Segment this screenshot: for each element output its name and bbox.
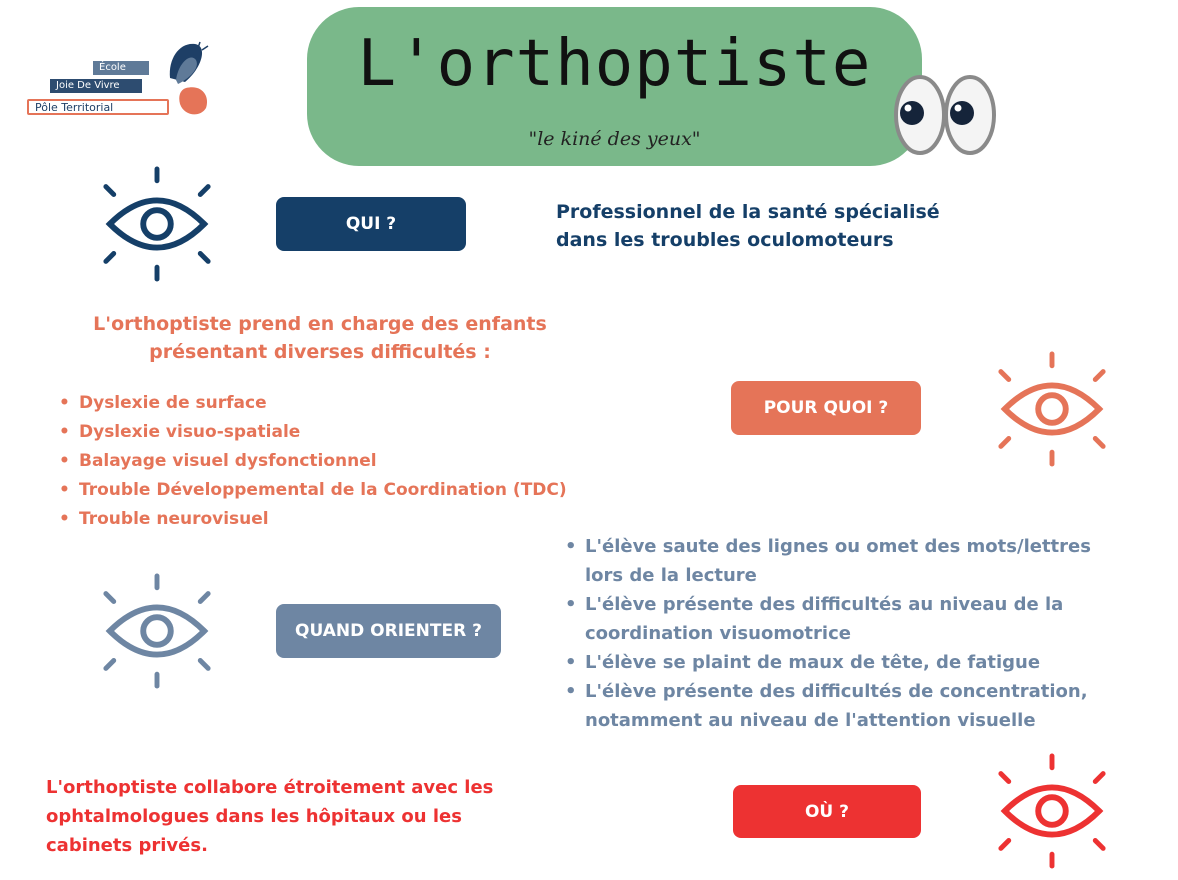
- eye-icon: [98, 165, 216, 283]
- list-item: • Trouble neurovisuel: [57, 505, 617, 534]
- quand-orienter-button[interactable]: QUAND ORIENTER ?: [276, 604, 501, 658]
- list-item: • L'élève présente des difficultés au niveau de la coordination visuomotrice: [563, 590, 1123, 648]
- title-banner: [307, 7, 922, 166]
- page-subtitle: "le kiné des yeux": [528, 128, 701, 150]
- orientation-signs-list: [563, 532, 1123, 735]
- list-item: • L'élève se plaint de maux de tête, de fatigue: [563, 648, 1123, 677]
- ou-description: L'orthoptiste collabore étroitement avec les ophtalmologues dans les hôpitaux ou les cabinets privés.: [46, 777, 494, 856]
- list-item: • Trouble Développemental de la Coordination (TDC): [57, 476, 617, 505]
- difficulties-list: [57, 389, 617, 534]
- logo-school-name-label: Joie De Vivre: [50, 79, 142, 93]
- qui-description: Professionnel de la santé spécialisé dans les troubles oculomoteurs: [556, 201, 940, 251]
- list-item: • Dyslexie de surface: [57, 389, 617, 418]
- eye-icon: [98, 572, 216, 690]
- logo-ecole-label: École: [93, 61, 149, 75]
- pourquoi-button[interactable]: POUR QUOI ?: [731, 381, 921, 435]
- qui-button[interactable]: QUI ?: [276, 197, 466, 251]
- logo-pole-label: Pôle Territorial: [27, 99, 169, 115]
- eye-icon: [993, 752, 1111, 870]
- list-item: • L'élève présente des difficultés de concentration, notamment au niveau de l'attention visuelle: [563, 677, 1123, 735]
- eye-icon: [993, 350, 1111, 468]
- list-item: • L'élève saute des lignes ou omet des mots/lettres lors de la lecture: [563, 532, 1123, 590]
- ou-button[interactable]: OÙ ?: [733, 785, 921, 838]
- list-item: • Balayage visuel dysfonctionnel: [57, 447, 617, 476]
- page-title: L'orthoptiste: [357, 27, 872, 101]
- pourquoi-intro: L'orthoptiste prend en charge des enfants présentant diverses difficultés :: [93, 313, 547, 363]
- list-item: • Dyslexie visuo-spatiale: [57, 418, 617, 447]
- cartoon-eyes-icon: [890, 72, 1000, 158]
